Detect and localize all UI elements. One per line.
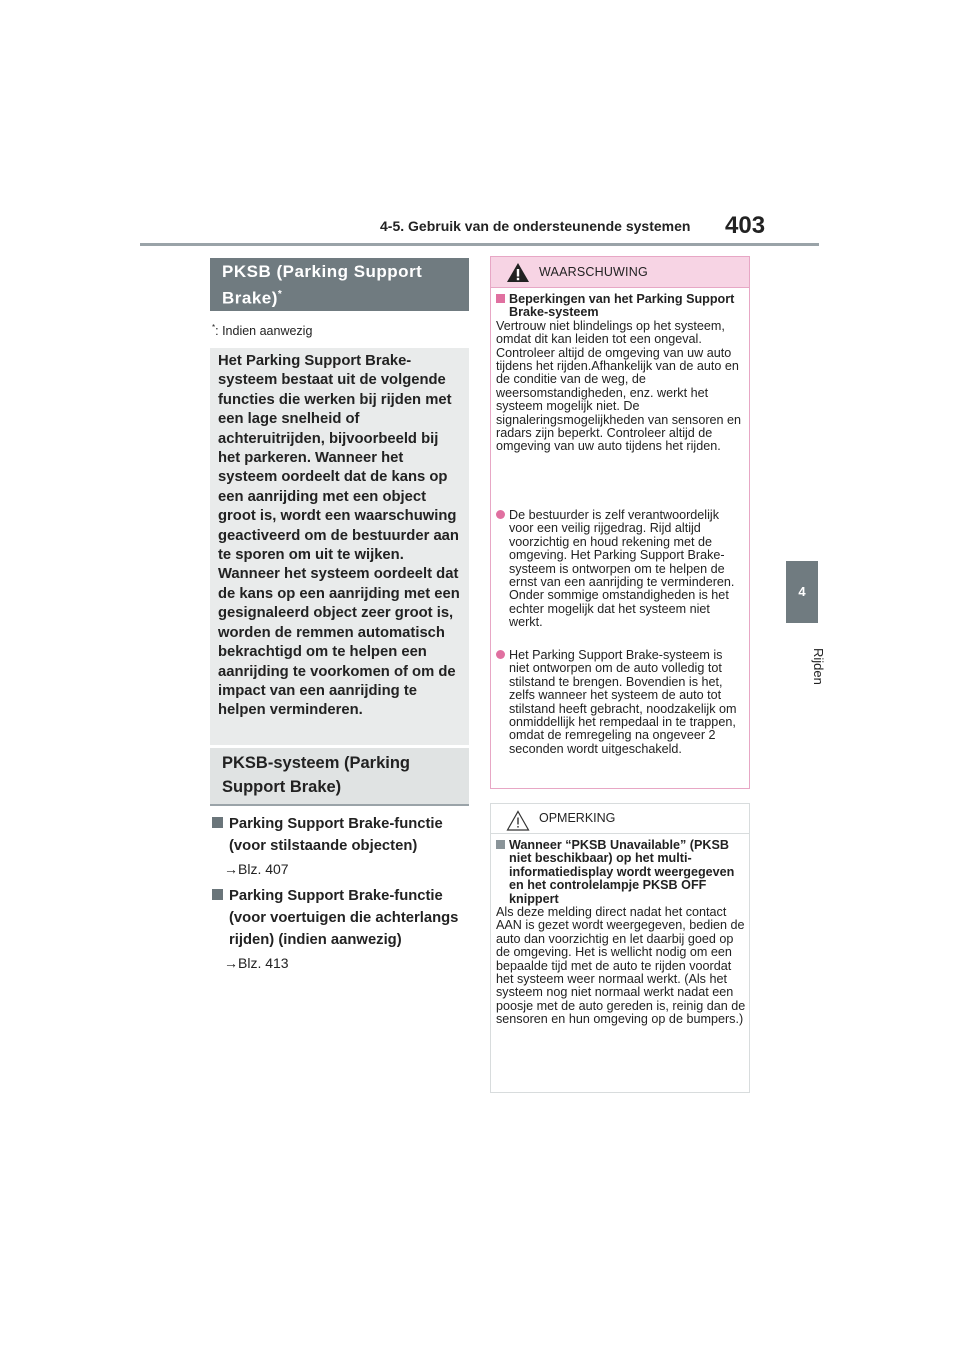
warning-item xyxy=(496,509,746,630)
square-bullet-icon xyxy=(496,294,505,303)
note-item xyxy=(496,839,746,1027)
list-item-title: Parking Support Brake-functie (voor voertuigen die achterlangs rijden) (indien aanwezig) xyxy=(229,888,459,948)
warning-item-body: Vertrouw niet blindelings op het systeem, omdat dit kan leiden tot een ongeval. Controleer altijd de omgeving van uw auto tijdens het rijden.Afhankelijk van de auto en de conditie van de weg, de weersomstandigheden, enz. werkt het systeem mogelijk niet. De signaleringsmogelijkheden van sensoren en radars zijn beperkt. Controleer altijd de omgeving van uw auto tijdens het rijden. xyxy=(496,318,742,454)
square-bullet-icon xyxy=(212,889,223,900)
warning-divider xyxy=(491,287,749,288)
page-reference-link[interactable]: →Blz. 407 xyxy=(224,861,289,877)
intro-text: Het Parking Support Brake-systeem bestaat uit de volgende functies die werken bij rijden met een lage snelheid of achteruitrijden, bijvoorbeeld bij het parkeren. Wanneer het systeem oordeelt dat de kans op een aanrijding met een object groot is, wordt een waarschuwing geactiveerd om de bestuurder aan te sporen om uit te wijken. Wanneer het systeem oordeelt dat de kans op een aanrijding met een gesignaleerd object zeer groot is, worden de remmen automatisch bekrachtigd om te helpen een aanrijding te voorkomen of om de impact van een aanrijding te helpen verminderen. xyxy=(218,353,460,719)
note-item-body: Als deze melding direct nadat het contact AAN is gezet wordt weergegeven, bedien de auto dan voorzichtig en let daarbij goed op de omgeving. Het is wellicht nodig om een bepaalde tijd met de auto te rijden voordat het systeem weer normaal werkt. (Als het systeem nog niet normaal werkt nadat een poosje met de auto gereden is, reinig dan de sensoren en hun omgeving op de bumpers.) xyxy=(496,905,746,1027)
list-item xyxy=(212,813,470,857)
warning-item-body: De bestuurder is zelf verantwoordelijk voor een veilig rijgedrag. Rijd altijd voorzichtig en houd rekening met de omgeving. Het Parking Support Brake-systeem is ontworpen om te helpen de ernst van een aanrijding te verminderen. Onder sommige omstandigheden is het echter mogelijk dat het systeem niet werkt. xyxy=(509,508,735,630)
footnote xyxy=(212,323,312,338)
list-item-title: Parking Support Brake-functie (voor stilstaande objecten) xyxy=(229,816,443,854)
chapter-tab: 4 xyxy=(786,561,818,623)
section-heading-subsystem: PKSB-systeem (Parking Support Brake) xyxy=(210,748,469,806)
section-divider xyxy=(210,804,469,806)
caution-triangle-outline-icon xyxy=(506,810,530,831)
header-divider xyxy=(140,243,819,246)
section-heading-pksb xyxy=(210,258,469,311)
note-item-title: Wanneer “PKSB Unavailable” (PKSB niet beschikbaar) op het multi-informatiedisplay wordt weergegeven en het controlelampje PKSB OFF knippert xyxy=(509,838,735,906)
warning-item xyxy=(496,293,746,454)
square-bullet-icon xyxy=(212,817,223,828)
footnote-text: : Indien aanwezig xyxy=(215,324,313,339)
warning-item-title: Beperkingen van het Parking Support Brake-systeem xyxy=(509,292,735,320)
footnote-mark: * xyxy=(212,323,216,332)
square-bullet-icon xyxy=(496,840,505,849)
circle-bullet-icon xyxy=(496,650,505,659)
circle-bullet-icon xyxy=(496,510,505,519)
warning-triangle-icon xyxy=(506,262,530,283)
section-heading-text: PKSB (Parking Support Brake) xyxy=(222,262,423,308)
warning-item-body: Het Parking Support Brake-systeem is niet ontworpen om de auto volledig tot stilstand te brengen. Bovendien is het, zelfs wanneer het systeem de auto tot stilstand heeft gebracht, noodzakelijk om onmiddellijk het rempedaal in te trappen, omdat de remregeling na ongeveer 2 seconden wordt uitgeschakeld. xyxy=(509,648,737,756)
footnote-mark: * xyxy=(277,289,283,300)
chapter-tab-label: Rijden xyxy=(811,648,826,685)
list-item xyxy=(212,885,470,951)
page-number: 403 xyxy=(725,212,766,239)
warning-item xyxy=(496,649,746,756)
note-title: OPMERKING xyxy=(539,811,616,825)
chapter-title: 4-5. Gebruik van de ondersteunende systemen xyxy=(380,218,691,234)
note-divider xyxy=(491,833,749,834)
page-reference-link[interactable]: →Blz. 413 xyxy=(224,955,289,971)
warning-title: WAARSCHUWING xyxy=(539,265,648,279)
